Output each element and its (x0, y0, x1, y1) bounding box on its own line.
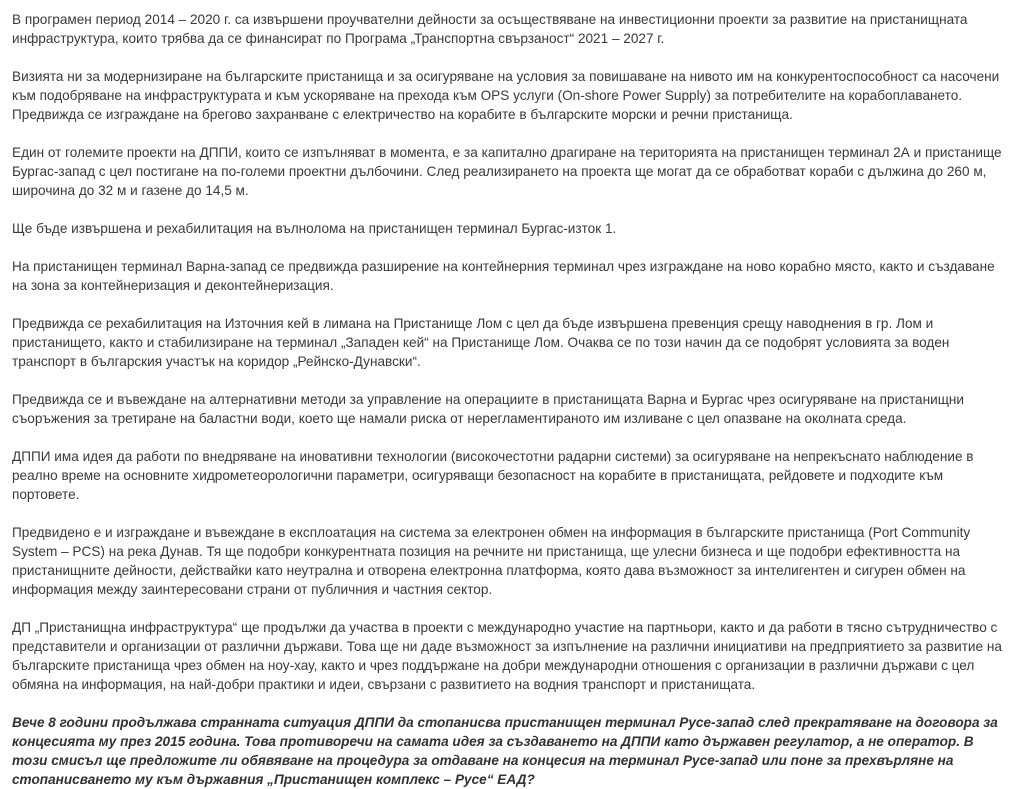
paragraph-dredging-project: Един от големите проекти на ДППИ, които се изпълняват в момента, е за капитално драгиране на територията на пристанищен терминал 2А и пристанище Бургас-запад с цел постигане на по-големи проектни дълбочини. След реализирането на проекта ще могат да се обработват кораби с дължина до 260 м, широчина до 32 м и газене до 14,5 м. (12, 145, 1002, 198)
paragraph-research-2014-2020: В програмен период 2014 – 2020 г. са извършени проучвателни дейности за осъществяване на инвестиционни проекти за развитие на пристанищната инфраструктура, които трябва да се финансират по Програма „Транспортна свързаност“ 2021 – 2027 г. (12, 12, 968, 46)
paragraph-lom-rehabilitation: Предвижда се рехабилитация на Източния кей в лимана на Пристанище Лом с цел да бъде извършена превенция срещу наводнения в гр. Лом и пристанището, както и стабилизиране на терминал „Западен кей“ на Пристанище Лом. Очаква се по този начин да се подобрят условията за воден транспорт в българския участък на коридор „Рейнско-Дунавски“. (12, 316, 950, 369)
paragraph-radar-systems: ДППИ има идея да работи по внедряване на иновативни технологии (високочестотни радарни системи) за осигуряване на непрекъснато наблюдение в реално време на основните хидрометеорологични параметри, осигуряващи безопасност на корабите в пристанищата, рейдовете и подходите към портовете. (12, 449, 974, 502)
paragraph-ballast-water: Предвижда се и въвеждане на алтернативни методи за управление на операциите в пристанищата Варна и Бургас чрез осигуряване на пристанищни съоръжения за третиране на баластни води, което ще намали риска от нерегламентираното им изливане с цел опазване на околната среда. (12, 392, 965, 426)
interview-question: Вече 8 години продължава странната ситуация ДППИ да стопанисва пристанищен терминал Русе-запад след прекратяване на договора за концесията му през 2015 година. Това противоречи на самата идея за създаването на ДППИ като държавен регулатор, а не оператор. В този смисъл ще предложите ли обявяване на процедура за отдаване на концесия на терминал Русе-запад или поне за прехвърляне на стопанисването му към държавния „Пристанищен комплекс – Русе“ ЕАД? (12, 715, 998, 787)
paragraph-ops-vision: Визията ни за модернизиране на българските пристанища и за осигуряване на условия за повишаване на нивото им на конкурентоспособност са насочени към подобряване на инфраструктурата и към ускоряване на прехода към OPS услуги (On-shore Power Supply) за потребителите на корабоплаването. Предвижда се изграждане на брегово захранване с електричество на корабите в българските морски и речни пристанища. (12, 69, 1000, 122)
paragraph-international-cooperation: ДП „Пристанищна инфраструктура“ ще продължи да участва в проекти с международно участие на партньори, както и да работи в тясно сътрудничество с представители и организации от различни държави. Това ще ни даде възможност за изпълнение на различни инициативи на предприятието за развитие на българските пристанища чрез обмен на ноу-хау, както и чрез поддържане на добри международни отношения с организации в различни държави с цел обмяна на информация, на най-добри практики и идеи, свързани с развитието на водния транспорт и пристанищата. (12, 620, 1002, 692)
paragraph-port-community-system: Предвидено е и изграждане и въвеждане в експлоатация на система за електронен обмен на информация в българските пристанища (Port Community System – PCS) на река Дунав. Тя ще подобри конкурентната позиция на речните ни пристанища, ще улесни бизнеса и ще подобри ефективността на пристанищните дейности, действайки като неутрална и отворена електронна платформа, която дава възможност за интелигентен и сигурен обмен на информация между заинтересовани страни от публичния и частния сектор. (12, 525, 971, 597)
paragraph-varna-container-terminal: На пристанищен терминал Варна-запад се предвижда разширение на контейнерния терминал чрез изграждане на ново корабно място, както и създаване на зона за контейнеризация и деконтейнеризация. (12, 259, 995, 293)
paragraph-breakwater: Ще бъде извършена и рехабилитация на вълнолома на пристанищен терминал Бургас-изток 1. (12, 221, 617, 236)
